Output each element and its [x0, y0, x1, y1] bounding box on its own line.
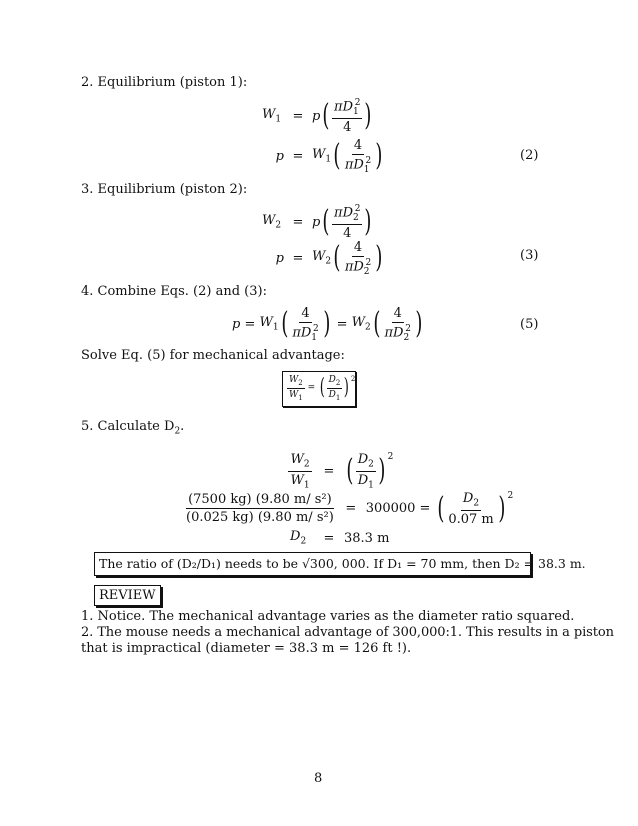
numerator-expression: (7500 kg) (9.80 m/ s²) [188, 492, 332, 508]
ratio-equation: $\frac{W_2}{W_1}$ = ( $\frac{D_2}{D_1}$ ) $^2$ [290, 452, 394, 491]
equation-p2: p = $W_2$ ( $\frac{4}{\pi D_2^2}$ ) [275, 240, 383, 277]
step-3-heading: 3. Equilibrium (piston 2): [81, 182, 248, 197]
denominator-expression: (0.025 kg) (9.80 m/ s²) [186, 510, 334, 526]
mechanical-advantage-box: $\frac{W_2}{W_1}$ = ( $\frac{D_2}{D_1}$ ) $^2$ [282, 371, 356, 407]
d2-result: 38.3 m [344, 530, 390, 546]
equation-number-5: (5) [520, 317, 539, 332]
step-4-heading: 4. Combine Eqs. (2) and (3): [81, 284, 267, 299]
equation-number-3: (3) [520, 248, 539, 263]
result-equation: $D_2$ = 38.3 m [290, 529, 390, 547]
review-line-3: that is impractical (diameter = 38.3 m = 126 ft !). [81, 641, 412, 656]
review-line-1: 1. Notice. The mechanical advantage varies as the diameter ratio squared. [81, 609, 575, 624]
equation-p1: p = $W_1$ ( $\frac{4}{\pi D_1^2}$ ) [275, 138, 383, 175]
step-2-heading: 2. Equilibrium (piston 1): [81, 75, 248, 90]
equation-w2: $W_2$ = p ( $\frac{\pi D_2^2}{4}$ ) [262, 204, 372, 241]
review-label: REVIEW [94, 585, 161, 606]
solve-instruction: Solve Eq. (5) for mechanical advantage: [81, 348, 345, 363]
review-line-2: 2. The mouse needs a mechanical advantage of 300,000:1. This results in a piston [81, 625, 614, 640]
ratio-value: 300000 [365, 501, 416, 517]
equation-w1: $W_1$ = p ( $\frac{\pi D_1^2}{4}$ ) [262, 98, 372, 135]
equation-number-2: (2) [520, 148, 539, 163]
d1-value: 0.07 m [448, 511, 494, 527]
conclusion-box: The ratio of (D₂/D₁) needs to be √300, 000. If D₁ = 70 mm, then D₂ = 38.3 m. [94, 552, 531, 576]
equation-combined: p = $W_1$ ( $\frac{4}{\pi D_1^2}$ ) = $W_2$ ( $\frac{4}{\pi D_2^2}$ ) [232, 306, 423, 343]
numeric-equation: $\frac{\text{(7500 kg) (9.80 m/ s²)}}{\text{(0.025 kg) (9.80 m/ s²)}}$ = 300000 = ( $\frac{D_2}{0.07 m}$ ) $^2$ [186, 490, 514, 527]
page-number: 8 [314, 771, 323, 786]
step-5-heading: 5. Calculate $D_2$. [81, 419, 185, 437]
